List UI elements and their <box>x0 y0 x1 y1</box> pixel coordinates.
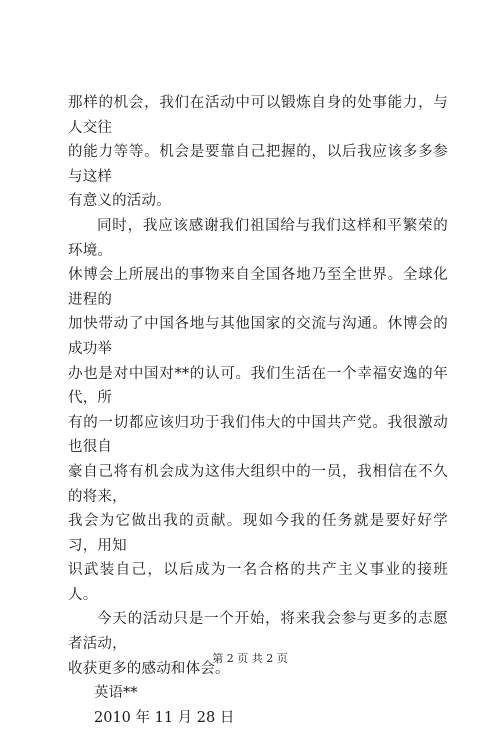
paragraph-3: 今天的活动只是一个开始，将来我会参与更多的志愿者活动， 收获更多的感动和体会。 <box>68 611 448 677</box>
signature-name: 英语** <box>94 685 138 702</box>
signature-date: 2010 年 11 月 28 日 <box>94 709 235 726</box>
paragraph-1: 那样的机会，我们在活动中可以锻炼自身的处事能力，与人交往 的能力等等。机会是要靠自己把握的，以后我应该多多参与这样 有意义的活动。 <box>68 95 448 210</box>
paragraph-2: 同时，我应该感谢我们祖国给与我们这样和平繁荣的环境。 休博会上所展出的事物来自全国各地乃至全世界。全球化进程的 加快带动了中国各地与其他国家的交流与沟通。休博会的成功举 办也是对中国对**的认可。我们生活在一个幸福安逸的年代，所 有的一切都应该归功于我们伟大的中国共产党。我很激动也很自 豪自己将有机会成为这伟大组织中的一员，我相信在不久的将来， 我会为它做出我的贡献。现如今我的任务就是要好好学习，用知 识武装自己，以后成为一名合格的共产主义事业的接班人。 <box>68 217 448 603</box>
document-body <box>68 91 448 730</box>
page-number-footer: 第 2 页 共 2 页 <box>212 652 288 665</box>
